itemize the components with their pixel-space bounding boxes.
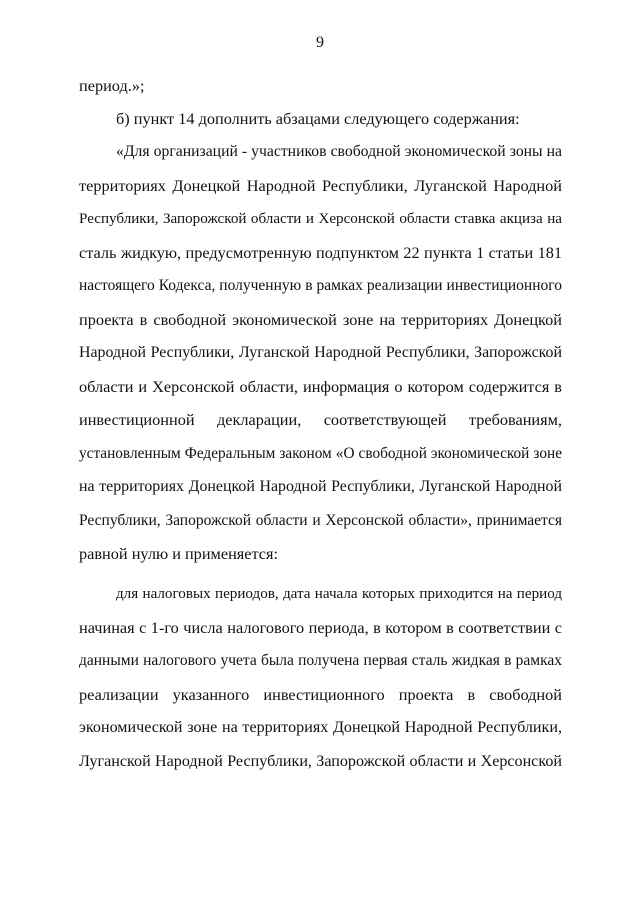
text-line-10: области и Херсонской области, информация о котором содержится в bbox=[79, 377, 562, 396]
text-line-2: б) пункт 14 дополнить абзацами следующего содержания: bbox=[116, 109, 520, 128]
text-line-20: экономической зоне на территориях Донецкой Народной Республики, bbox=[79, 719, 562, 736]
text-line-15: равной нулю и применяется: bbox=[79, 544, 279, 563]
text-line-12: установленным Федеральным законом «О свободной экономической зоне bbox=[79, 445, 562, 462]
text-line-11: инвестиционной декларации, соответствующей требованиям, bbox=[79, 410, 562, 429]
page-number: 9 bbox=[316, 34, 324, 51]
text-line-3: «Для организаций - участников свободной экономической зоны на bbox=[116, 143, 562, 160]
text-line-5: Республики, Запорожской области и Херсонской области ставка акциза на bbox=[79, 211, 562, 227]
text-line-18: данными налогового учета была получена первая сталь жидкая в рамках bbox=[79, 652, 562, 669]
text-line-1: период.»; bbox=[79, 76, 145, 95]
text-line-16: для налоговых периодов, дата начала которых приходится на период bbox=[116, 586, 562, 602]
text-line-14: Республики, Запорожской области и Херсонской области», принимается bbox=[79, 512, 562, 529]
text-line-17: начиная с 1-го числа налогового периода, в котором в соответствии с bbox=[79, 618, 562, 637]
text-line-4: территориях Донецкой Народной Республики, Луганской Народной bbox=[79, 176, 562, 195]
text-line-8: проекта в свободной экономической зоне на территориях Донецкой bbox=[79, 310, 562, 329]
text-line-6: сталь жидкую, предусмотренную подпунктом 22 пункта 1 статьи 181 bbox=[79, 243, 562, 262]
text-line-9: Народной Республики, Луганской Народной Республики, Запорожской bbox=[79, 344, 562, 361]
text-line-13: на территориях Донецкой Народной Республики, Луганской Народной bbox=[79, 478, 562, 495]
text-line-7: настоящего Кодекса, полученную в рамках реализации инвестиционного bbox=[79, 277, 562, 294]
text-line-21: Луганской Народной Республики, Запорожской области и Херсонской bbox=[79, 753, 562, 770]
text-line-19: реализации указанного инвестиционного проекта в свободной bbox=[79, 685, 562, 704]
